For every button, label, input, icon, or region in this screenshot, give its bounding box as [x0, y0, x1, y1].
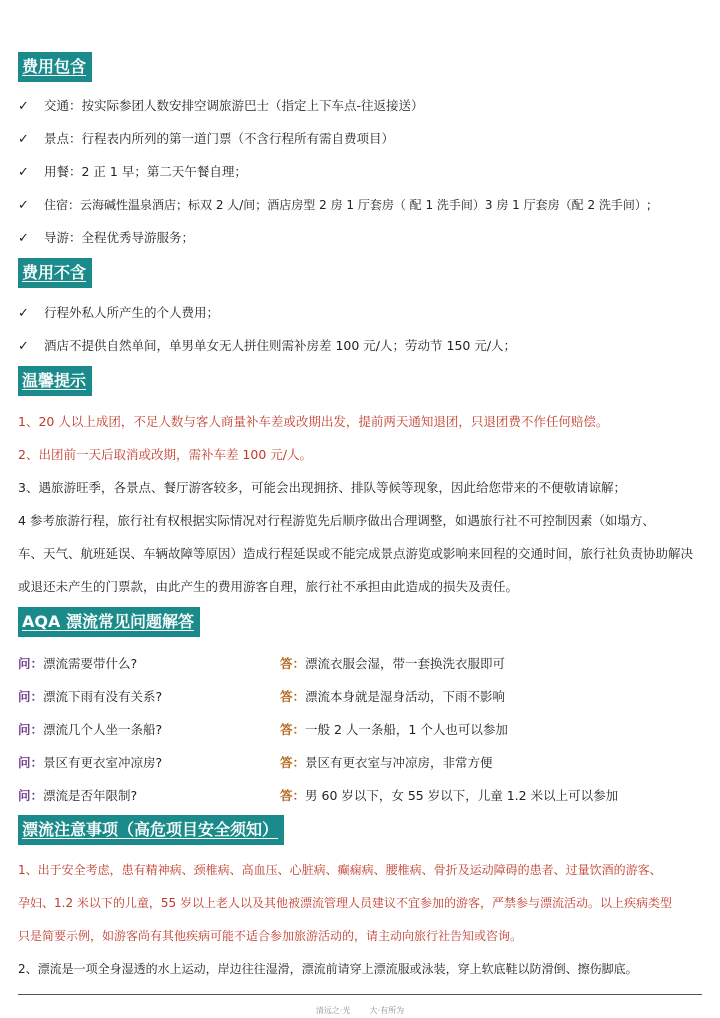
faq-question: 问：景区有更衣室冲凉房? [18, 755, 163, 770]
safety-line: 孕妇、1.2 米以下的儿童，55 岁以上老人以及其他被漂流管理人员建议不宜参加的游客，严禁参与漂流活动。以上疾病类型 [18, 896, 672, 910]
check-icon: ✓ [18, 198, 29, 213]
tip-line: 4 参考旅游行程，旅行社有权根据实际情况对行程游览先后顺序做出合理调整，如遇旅行社不可控制因素（如塌方、 [18, 513, 655, 528]
tip-line: 2、出团前一天后取消或改期，需补车差 100 元/人。 [18, 447, 312, 462]
faq-answer: 答：漂流本身就是湿身活动，下雨不影响 [280, 689, 506, 704]
check-icon: ✓ [18, 99, 29, 114]
footer-right: 大·有所为 [369, 1006, 405, 1015]
tip-line: 车、天气、航班延误、车辆故障等原因）造成行程延误或不能完成景点游览或影响来回程的交通时间，旅行社负责协助解决 [18, 546, 694, 561]
faq-answer: 答：一般 2 人一条船，1 个人也可以参加 [280, 722, 508, 737]
check-icon: ✓ [18, 165, 29, 180]
check-icon: ✓ [18, 306, 29, 321]
tip-line: 或退还未产生的门票款，由此产生的费用游客自理，旅行社不承担由此造成的损失及责任。 [18, 579, 519, 594]
check-icon: ✓ [18, 339, 29, 354]
included-item: ✓ 用餐：2 正 1 早；第二天午餐自理； [18, 164, 247, 180]
safety-line: 1、出于安全考虑，患有精神病、颈椎病、高血压、心脏病、癫痫病、腰椎病、骨折及运动障碍的患者、过量饮酒的游客、 [18, 863, 662, 877]
safety-line: 只是简要示例，如游客尚有其他疾病可能不适合参加旅游活动的，请主动向旅行社告知或咨询。 [18, 929, 523, 943]
included-item: ✓ 交通：按实际参团人数安排空调旅游巴士（指定上下车点-往返接送） [18, 98, 424, 114]
faq-answer: 答：景区有更衣室与冲凉房，非常方便 [280, 755, 493, 770]
section-title-safety: 漂流注意事项（高危项目安全须知） [18, 815, 284, 845]
faq-question: 问：漂流下雨有没有关系? [18, 689, 163, 704]
faq-question: 问：漂流几个人坐一条船? [18, 722, 163, 737]
tip-line: 3、遇旅游旺季，各景点、餐厅游客较多，可能会出现拥挤、排队等候等现象，因此给您带来的不便敬请谅解； [18, 480, 626, 495]
check-icon: ✓ [18, 231, 29, 246]
faq-answer: 答：漂流衣服会湿，带一套换洗衣服即可 [280, 656, 506, 671]
faq-answer: 答：男 60 岁以下，女 55 岁以下，儿童 1.2 米以上可以参加 [280, 788, 619, 803]
page-footer [0, 1005, 720, 1016]
section-title-tips: 温馨提示 [18, 366, 92, 396]
tip-line: 1、20 人以上成团，不足人数与客人商量补车差或改期出发，提前两天通知退团，只退团费不作任何赔偿。 [18, 414, 609, 429]
section-title-fee-included: 费用包含 [18, 52, 92, 82]
included-item: ✓ 导游：全程优秀导游服务； [18, 230, 195, 246]
faq-question: 问：漂流是否年限制? [18, 788, 138, 803]
section-title-fee-excluded: 费用不含 [18, 258, 92, 288]
section-title-faq: AQA 漂流常见问题解答 [18, 607, 200, 637]
excluded-item: ✓ 酒店不提供自然单间，单男单女无人拼住则需补房差 100 元/人；劳动节 150 元/人； [18, 338, 517, 354]
included-item: ✓ 住宿：云海碱性温泉酒店；标双 2 人/间；酒店房型 2 房 1 厅套房（ 配 1 洗手间）3 房 1 厅套房（配 2 洗手间）; [18, 198, 651, 213]
safety-line: 2、漂流是一项全身湿透的水上运动，岸边往往湿滑，漂流前请穿上漂流服或泳装，穿上软底鞋以防滑倒、擦伤脚底。 [18, 962, 638, 976]
included-item: ✓ 景点：行程表内所列的第一道门票（不含行程所有需自费项目） [18, 131, 395, 147]
footer-left: 清远之·光 [315, 1006, 351, 1015]
check-icon: ✓ [18, 132, 29, 147]
footer-divider [18, 994, 702, 995]
faq-question: 问：漂流需要带什么? [18, 656, 138, 671]
excluded-item: ✓ 行程外私人所产生的个人费用； [18, 305, 220, 321]
